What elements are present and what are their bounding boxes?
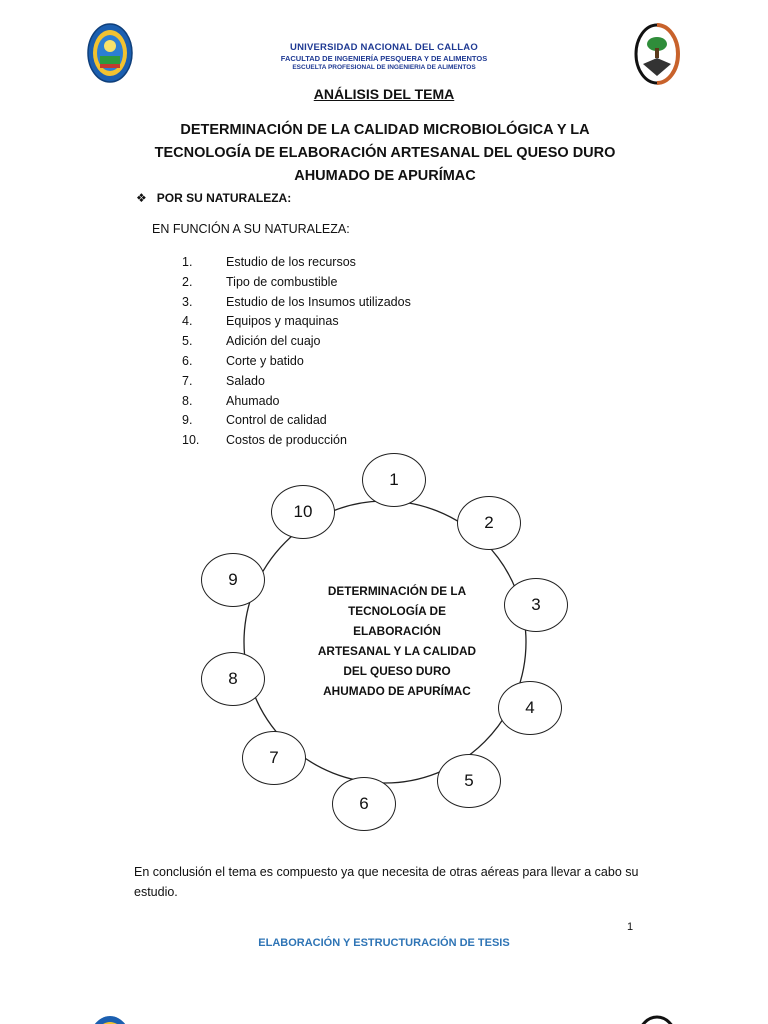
list-item-text: Corte y batido (226, 353, 304, 368)
diagram-node-8: 8 (201, 652, 265, 706)
list-item-number: 9. (182, 413, 193, 428)
thesis-title: DETERMINACIÓN DE LA CALIDAD MICROBIOLÓGICA Y LA TECNOLOGÍA DE ELABORACIÓN ARTESANAL DEL QUESO DURO AHUMADO DE APURÍMAC (154, 122, 616, 184)
university-name: UNIVERSIDAD NACIONAL DEL CALLAO (290, 42, 478, 53)
diagram-node-4: 4 (498, 681, 562, 735)
university-seal-icon (86, 1014, 134, 1024)
list-item-text: Equipos y maquinas (226, 314, 339, 329)
list-item-text: Costos de producción (226, 433, 347, 448)
diamond-bullet-icon: ❖ (136, 191, 147, 205)
list-item-number: 4. (182, 314, 193, 329)
list-item-text: Adición del cuajo (226, 334, 321, 349)
list-item-number: 8. (182, 393, 193, 408)
list-item-number: 2. (182, 274, 193, 289)
list-item-number: 1. (182, 255, 193, 269)
list-item-number: 3. (182, 294, 193, 309)
diagram-node-1: 1 (362, 453, 426, 507)
diagram-node-7: 7 (242, 731, 306, 785)
diagram-node-10: 10 (271, 485, 335, 539)
intro-text: EN FUNCIÓN A SU NATURALEZA: (152, 222, 350, 236)
list-item-number: 10. (182, 433, 200, 448)
list-item-text: Estudio de los recursos (226, 255, 356, 269)
school-name: ESCUELTA PROFESIONAL DE INGENIERIA DE ALIMENTOS (292, 64, 476, 71)
diagram-node-5: 5 (437, 754, 501, 808)
list-item-number: 7. (182, 373, 193, 388)
list-item-text: Ahumado (226, 393, 280, 408)
diagram-node-9: 9 (201, 553, 265, 607)
faculty-emblem-icon (633, 1014, 681, 1024)
list-item-text: Salado (226, 373, 265, 388)
diagram-center-text: DETERMINACIÓN DE LA TECNOLOGÍA DE ELABORACIÓN ARTESANAL Y LA CALIDAD DEL QUESO DURO AHUMADO DE APURÍMAC (317, 584, 477, 698)
conclusion-text: En conclusión el tema es compuesto ya que necesita de otras aéreas para llevar a cabo su estudio. (134, 865, 639, 899)
footer-text: ELABORACIÓN Y ESTRUCTURACIÓN DE TESIS (258, 937, 510, 949)
list-item-text: Estudio de los Insumos utilizados (226, 294, 411, 309)
faculty-name: FACULTAD DE INGENIERÍA PESQUERA Y DE ALIMENTOS (280, 54, 488, 63)
list-item-number: 6. (182, 353, 193, 368)
section-label: POR SU NATURALEZA: (156, 191, 292, 205)
list-item-text: Tipo de combustible (226, 274, 338, 289)
page-title: ANÁLISIS DEL TEMA (313, 86, 455, 102)
diagram-node-6: 6 (332, 777, 396, 831)
list-item-number: 5. (182, 334, 193, 349)
diagram-node-2: 2 (457, 496, 521, 550)
list-item-text: Control de calidad (226, 413, 327, 428)
page-number: 1 (627, 921, 634, 933)
diagram-node-3: 3 (504, 578, 568, 632)
